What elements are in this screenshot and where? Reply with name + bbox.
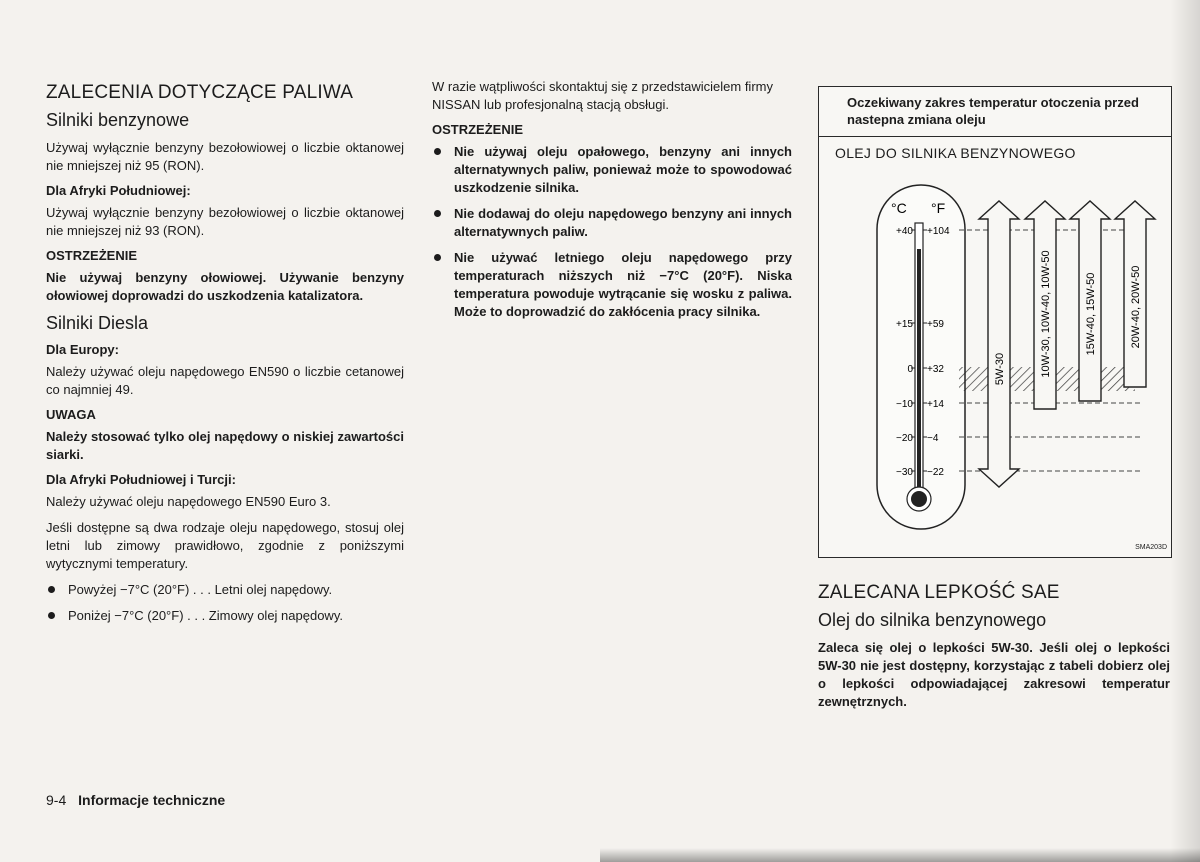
tick-f-minus22: −22 bbox=[927, 467, 944, 478]
heading-europe: Dla Europy: bbox=[46, 342, 119, 357]
heading-warning-leaded: OSTRZEŻENIE bbox=[46, 248, 138, 263]
grade-label-5w30: 5W-30 bbox=[994, 352, 1006, 386]
page-footer bbox=[46, 792, 225, 808]
grade-label-15w: 15W-40, 15W-50 bbox=[1085, 272, 1097, 356]
tick-c-40: +40 bbox=[896, 226, 913, 237]
bullet-dot-icon bbox=[434, 148, 441, 155]
tick-c-15: +15 bbox=[896, 319, 913, 330]
tick-f-32: +32 bbox=[927, 364, 944, 375]
africa-turkey-text: Należy używać oleju napędowego EN590 Euro 3. bbox=[46, 494, 331, 509]
tick-c-0: 0 bbox=[907, 364, 913, 375]
south-africa-text: Używaj wyłącznie benzyny bezołowiowej o liczbie oktanowej nie mniejszej niż 93 (RON). bbox=[46, 205, 404, 238]
warning-bullet: Nie używaj oleju opałowego, benzyny ani innych alternatywnych paliw, ponieważ może to spowodować uszkodzenie silnika. bbox=[432, 143, 792, 197]
heading-petrol-engines: Silniki benzynowe bbox=[46, 110, 190, 130]
tick-f-104: +104 bbox=[927, 226, 950, 237]
heading-note: UWAGA bbox=[46, 407, 96, 422]
sae-viscosity-section bbox=[818, 582, 1170, 719]
diesel-bullets bbox=[46, 581, 404, 625]
section-title-sae: ZALECANA LEPKOŚĆ SAE bbox=[818, 582, 1060, 603]
petrol-text: Używaj wyłącznie benzyny bezołowiowej o liczbie oktanowej nie mniejszej niż 95 (RON). bbox=[46, 140, 404, 173]
europe-text: Należy używać oleju napędowego EN590 o liczbie cetanowej co najmniej 49. bbox=[46, 364, 404, 397]
figure-subtitle: OLEJ DO SILNIKA BENZYNOWEGO bbox=[835, 145, 1076, 161]
thermometer-chart bbox=[819, 179, 1171, 539]
heading-warning-fuels: OSTRZEŻENIE bbox=[432, 122, 524, 137]
bullet-above-temp: Powyżej −7°C (20°F) . . . Letni olej napędowy. bbox=[46, 581, 404, 599]
bullet-dot-icon bbox=[48, 586, 55, 593]
column-fuel-recommendations bbox=[46, 78, 404, 633]
figure-code: SMA203D bbox=[1135, 544, 1167, 551]
tick-f-minus4: −4 bbox=[927, 433, 939, 444]
footer-section: Informacje techniczne bbox=[78, 792, 226, 808]
unit-celsius: °C bbox=[891, 200, 907, 216]
thermometer-mercury bbox=[917, 249, 921, 499]
tick-c-minus10: −10 bbox=[896, 399, 913, 410]
bullet-below-temp: Poniżej −7°C (20°F) . . . Zimowy olej napędowy. bbox=[46, 607, 404, 625]
page-edge-shadow bbox=[1170, 0, 1200, 862]
heading-diesel-engines: Silniki Diesla bbox=[46, 313, 149, 333]
bullet-dot-icon bbox=[434, 254, 441, 261]
column-warnings bbox=[432, 78, 792, 329]
warning-leaded-text: Nie używaj benzyny ołowiowej. Używanie benzyny ołowiowej doprowadzi do uszkodzenia katalizatora. bbox=[46, 270, 404, 303]
bullet-dot-icon bbox=[48, 612, 55, 619]
bullet-dot-icon bbox=[434, 210, 441, 217]
tick-f-14: +14 bbox=[927, 399, 944, 410]
tick-f-59: +59 bbox=[927, 319, 944, 330]
thermometer-bulb bbox=[911, 491, 927, 507]
warning-bullet: Nie używać letniego oleju napędowego przy temperaturach niższych niż −7°C (20°F). Niska temperatura powoduje wytrącanie się wosku z paliwa. Może to doprowadzić do zakłócenia pracy silnika. bbox=[432, 249, 792, 321]
page-bottom-shadow bbox=[600, 848, 1200, 862]
heading-south-africa: Dla Afryki Południowej: bbox=[46, 183, 191, 198]
figure-header: Oczekiwany zakres temperatur otoczenia przed nastepna zmiana oleju bbox=[819, 87, 1171, 137]
tick-c-minus30: −30 bbox=[896, 467, 913, 478]
sae-text: Zaleca się olej o lepkości 5W-30. Jeśli olej o lepkości 5W-30 nie jest dostępny, korzystając z tabeli dobierz olej o lepkości odpowiadającej zakresowi temperatur zewnętrznych. bbox=[818, 640, 1170, 709]
tick-c-minus20: −20 bbox=[896, 433, 913, 444]
grade-label-10w: 10W-30, 10W-40, 10W-50 bbox=[1040, 250, 1052, 378]
two-types-text: Jeśli dostępne są dwa rodzaje oleju napędowego, stosuj olej letni lub zimowy prawidłowo, zgodnie z poniższymi wytycznymi temperatury. bbox=[46, 520, 404, 571]
contact-text: W razie wątpliwości skontaktuj się z przedstawicielem firmy NISSAN lub profesjonalną stacją obsługi. bbox=[432, 79, 773, 112]
heading-petrol-oil: Olej do silnika benzynowego bbox=[818, 610, 1047, 630]
heading-africa-turkey: Dla Afryki Południowej i Turcji: bbox=[46, 472, 236, 487]
page-number: 9-4 bbox=[46, 792, 67, 808]
unit-fahrenheit: °F bbox=[931, 200, 946, 216]
viscosity-temperature-figure bbox=[818, 86, 1172, 558]
warning-bullets bbox=[432, 143, 792, 321]
section-title-fuel: ZALECENIA DOTYCZĄCE PALIWA bbox=[46, 82, 354, 103]
note-text: Należy stosować tylko olej napędowy o niskiej zawartości siarki. bbox=[46, 429, 404, 462]
grade-label-20w: 20W-40, 20W-50 bbox=[1130, 265, 1142, 349]
grade-arrow-5w30 bbox=[979, 201, 1019, 487]
warning-bullet: Nie dodawaj do oleju napędowego benzyny ani innych alternatywnych paliw. bbox=[432, 205, 792, 241]
